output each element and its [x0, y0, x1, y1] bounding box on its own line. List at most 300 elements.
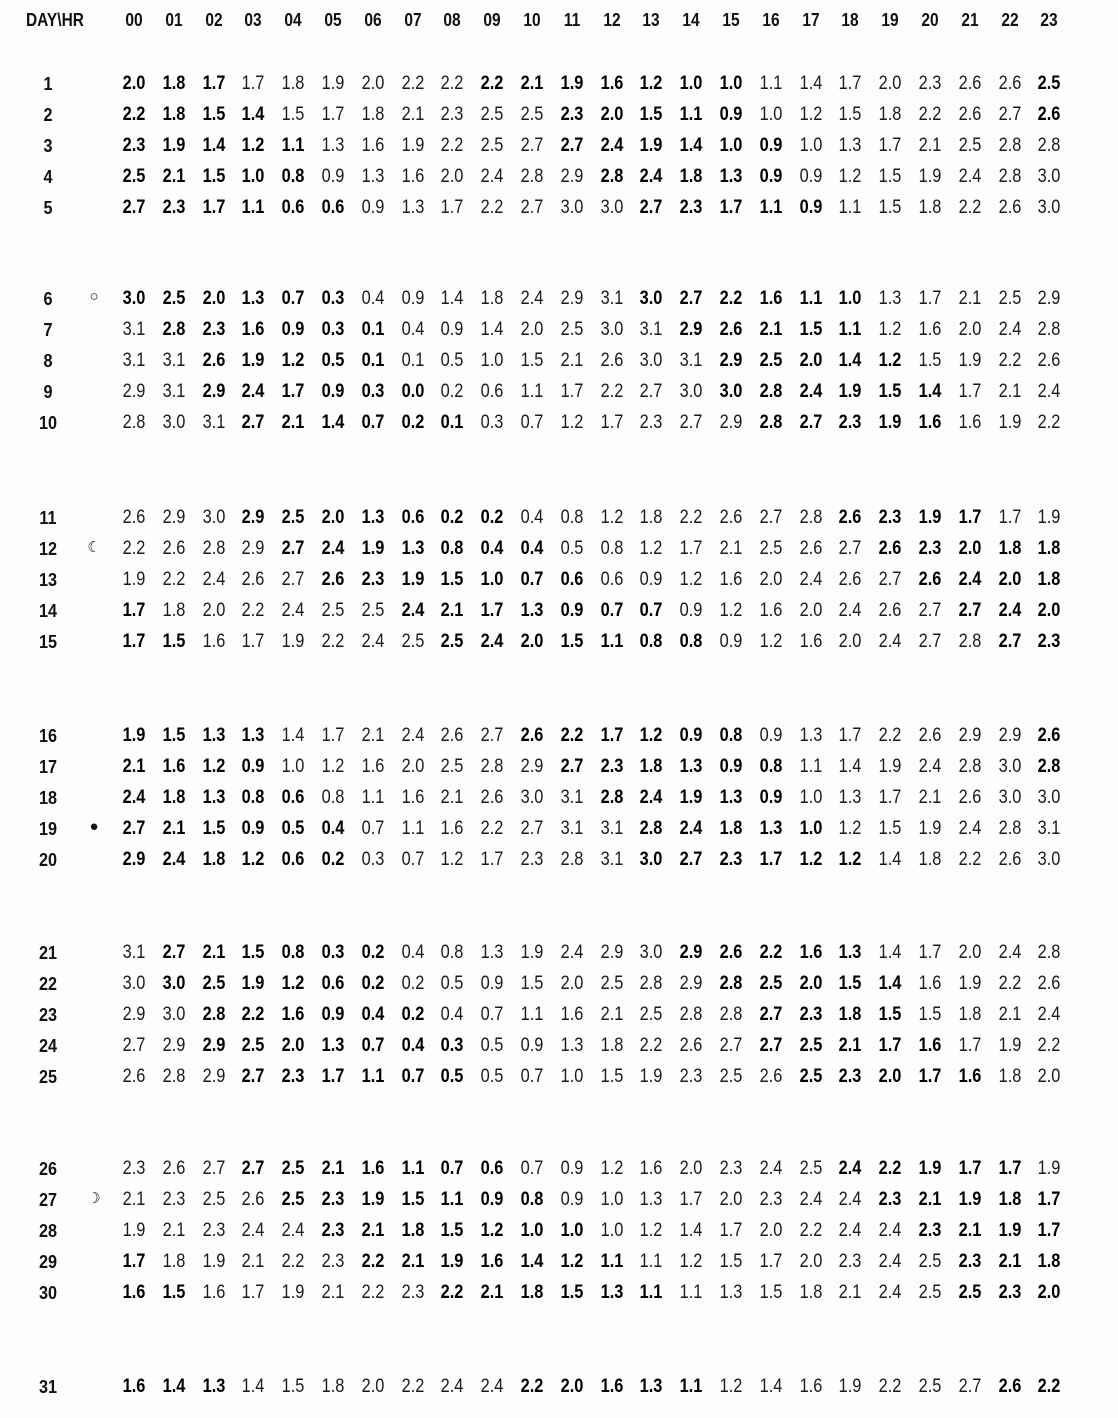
- hour-header: 09: [483, 10, 501, 30]
- tide-height-cell: 1.2: [719, 600, 743, 621]
- tide-height-cell: 1.3: [321, 135, 345, 156]
- tide-height-cell: 2.6: [162, 1158, 186, 1179]
- tide-height-cell: 3.1: [162, 381, 186, 402]
- tide-height-cell: 2.6: [162, 538, 186, 559]
- tide-height-cell: 1.5: [560, 631, 584, 652]
- tide-height-cell: 0.4: [401, 1035, 424, 1056]
- tide-height-cell: 1.7: [918, 1066, 942, 1087]
- tide-height-cell: 2.5: [759, 350, 783, 371]
- corner-header: DAY\HR: [26, 10, 84, 30]
- tide-height-cell: 2.0: [1038, 600, 1061, 621]
- tide-height-cell: 0.4: [520, 538, 544, 559]
- tide-height-cell: 1.5: [202, 104, 225, 125]
- tide-height-cell: 0.8: [600, 538, 623, 559]
- tide-height-cell: 1.5: [520, 973, 544, 994]
- tide-height-cell: 2.4: [480, 631, 504, 652]
- tide-height-cell: 1.6: [122, 1282, 146, 1303]
- hour-header: 06: [364, 10, 382, 30]
- tide-height-cell: 2.7: [520, 197, 544, 218]
- tide-height-cell: 2.6: [878, 600, 902, 621]
- tide-height-cell: 2.0: [958, 942, 982, 963]
- tide-height-cell: 2.2: [679, 507, 703, 528]
- tide-height-cell: 1.3: [640, 1189, 663, 1210]
- tide-height-cell: 2.1: [998, 381, 1021, 402]
- tide-height-cell: 1.1: [839, 319, 862, 340]
- tide-height-cell: 1.8: [162, 787, 186, 808]
- moon-phase-icon: ●: [89, 818, 99, 835]
- tide-height-cell: 2.2: [361, 1251, 385, 1272]
- tide-height-cell: 2.5: [759, 538, 783, 559]
- tide-height-cell: 3.1: [122, 350, 146, 371]
- tide-height-cell: 1.9: [281, 1282, 305, 1303]
- tide-height-cell: 2.4: [441, 1376, 464, 1397]
- tide-height-cell: 3.1: [122, 942, 146, 963]
- tide-height-cell: 2.3: [679, 1066, 703, 1087]
- tide-height-cell: 2.6: [1038, 350, 1061, 371]
- tide-height-cell: 2.8: [162, 1066, 186, 1087]
- tide-height-cell: 2.0: [281, 1035, 305, 1056]
- tide-height-cell: 1.7: [679, 1189, 703, 1210]
- tide-height-cell: 1.0: [560, 1220, 584, 1241]
- tide-height-cell: 1.9: [878, 756, 902, 777]
- tide-height-cell: 1.9: [998, 412, 1021, 433]
- tide-height-cell: 0.9: [719, 756, 743, 777]
- tide-height-cell: 0.9: [441, 319, 464, 340]
- tide-height-cell: 2.8: [759, 412, 783, 433]
- tide-height-cell: 2.7: [242, 412, 265, 433]
- tide-height-cell: 0.7: [520, 412, 544, 433]
- tide-height-cell: 1.8: [918, 849, 942, 870]
- tide-height-cell: 1.8: [162, 73, 186, 94]
- tide-height-cell: 1.3: [321, 1035, 345, 1056]
- tide-height-cell: 1.5: [520, 350, 544, 371]
- tide-height-cell: 2.9: [162, 507, 186, 528]
- hour-header: 01: [165, 10, 183, 30]
- tide-height-cell: 2.2: [401, 73, 424, 94]
- tide-height-cell: 1.4: [839, 350, 862, 371]
- tide-height-cell: 1.1: [600, 631, 623, 652]
- tide-height-cell: 2.1: [839, 1035, 862, 1056]
- day-label: 24: [38, 1036, 58, 1056]
- tide-height-cell: 1.3: [361, 507, 385, 528]
- tide-height-cell: 2.3: [918, 1220, 942, 1241]
- hour-header: 04: [284, 10, 302, 30]
- day-label: 30: [38, 1283, 58, 1303]
- hour-header: 13: [642, 10, 661, 30]
- tide-height-cell: 2.6: [600, 350, 623, 371]
- tide-height-cell: 1.1: [759, 197, 783, 218]
- tide-height-cell: 1.6: [441, 818, 464, 839]
- tide-height-cell: 2.8: [1038, 135, 1061, 156]
- tide-height-cell: 1.9: [918, 818, 942, 839]
- tide-height-cell: 1.9: [122, 569, 146, 590]
- tide-height-cell: 2.8: [1038, 319, 1061, 340]
- tide-height-cell: 0.8: [719, 725, 743, 746]
- tide-height-cell: 3.0: [640, 288, 663, 309]
- tide-height-cell: 1.6: [799, 631, 822, 652]
- tide-height-cell: 2.0: [799, 600, 822, 621]
- tide-height-cell: 2.8: [520, 166, 544, 187]
- tide-height-cell: 2.3: [799, 1004, 822, 1025]
- tide-height-cell: 1.2: [202, 756, 225, 777]
- tide-height-cell: 1.8: [958, 1004, 982, 1025]
- tide-height-cell: 1.9: [202, 1251, 225, 1272]
- tide-height-cell: 1.7: [321, 1066, 345, 1087]
- tide-height-cell: 1.3: [242, 288, 265, 309]
- tide-height-cell: 2.6: [958, 104, 982, 125]
- tide-height-cell: 1.6: [918, 412, 942, 433]
- day-label: 26: [38, 1159, 58, 1179]
- tide-height-cell: 2.7: [520, 135, 544, 156]
- tide-height-cell: 3.0: [1038, 197, 1061, 218]
- tide-height-cell: 2.3: [202, 1220, 225, 1241]
- tide-height-cell: 0.9: [321, 1004, 345, 1025]
- tide-height-cell: 1.9: [520, 942, 544, 963]
- tide-height-cell: 2.3: [640, 412, 663, 433]
- tide-height-cell: 2.1: [918, 135, 942, 156]
- tide-height-cell: 2.4: [799, 569, 822, 590]
- tide-height-cell: 0.2: [401, 973, 424, 994]
- tide-height-cell: 0.8: [560, 507, 584, 528]
- tide-height-cell: 1.0: [679, 73, 703, 94]
- tide-height-cell: 2.6: [958, 73, 982, 94]
- tide-height-cell: 1.6: [480, 1251, 504, 1272]
- tide-height-cell: 1.5: [401, 1189, 424, 1210]
- tide-height-cell: 1.1: [679, 1282, 703, 1303]
- tide-height-cell: 2.6: [520, 725, 544, 746]
- tide-height-cell: 2.5: [242, 1035, 265, 1056]
- tide-height-cell: 1.1: [441, 1189, 464, 1210]
- tide-height-cell: 1.2: [600, 1158, 623, 1179]
- hour-header: 07: [403, 10, 422, 30]
- tide-height-cell: 1.1: [679, 1376, 703, 1397]
- tide-height-cell: 1.6: [799, 1376, 822, 1397]
- tide-height-cell: 1.8: [162, 1251, 186, 1272]
- tide-height-cell: 2.6: [958, 787, 982, 808]
- tide-height-cell: 1.3: [719, 166, 743, 187]
- tide-height-cell: 3.1: [560, 787, 584, 808]
- tide-height-cell: 1.6: [958, 412, 982, 433]
- tide-height-cell: 1.4: [441, 288, 464, 309]
- tide-height-cell: 2.2: [122, 538, 146, 559]
- tide-height-cell: 3.0: [719, 381, 743, 402]
- tide-height-cell: 1.1: [361, 787, 385, 808]
- tide-height-cell: 1.9: [401, 569, 424, 590]
- tide-height-cell: 2.2: [281, 1251, 305, 1272]
- tide-height-cell: 3.0: [998, 787, 1021, 808]
- tide-height-cell: 2.3: [918, 538, 942, 559]
- hour-header: 22: [1000, 10, 1019, 30]
- tide-height-cell: 1.2: [242, 849, 265, 870]
- tide-height-cell: 2.3: [321, 1220, 345, 1241]
- day-label: 7: [43, 320, 53, 340]
- tide-height-cell: 2.7: [998, 104, 1021, 125]
- tide-height-cell: 2.6: [878, 538, 902, 559]
- tide-height-cell: 0.8: [321, 787, 345, 808]
- tide-height-cell: 2.2: [162, 569, 186, 590]
- tide-height-cell: 1.9: [640, 1066, 663, 1087]
- tide-height-cell: 1.1: [679, 104, 703, 125]
- tide-height-cell: 1.7: [759, 849, 783, 870]
- tide-height-cell: 1.4: [242, 104, 265, 125]
- tide-height-cell: 2.7: [122, 197, 146, 218]
- tide-height-cell: 1.2: [640, 725, 663, 746]
- tide-height-cell: 0.2: [401, 1004, 424, 1025]
- tide-height-cell: 2.7: [520, 818, 544, 839]
- tide-height-cell: 2.3: [560, 104, 584, 125]
- tide-height-cell: 1.3: [202, 1376, 225, 1397]
- tide-height-cell: 0.7: [361, 818, 385, 839]
- tide-height-cell: 0.3: [480, 412, 504, 433]
- tide-height-cell: 1.5: [441, 1220, 464, 1241]
- tide-height-cell: 0.8: [640, 631, 663, 652]
- tide-height-cell: 2.6: [1038, 725, 1061, 746]
- tide-height-cell: 1.2: [719, 1376, 743, 1397]
- tide-height-cell: 2.0: [719, 1189, 743, 1210]
- tide-height-cell: 2.7: [679, 412, 703, 433]
- tide-height-cell: 2.2: [878, 725, 902, 746]
- tide-height-cell: 1.2: [640, 1220, 663, 1241]
- hour-header: 21: [961, 10, 979, 30]
- tide-height-cell: 1.5: [878, 1004, 902, 1025]
- tide-height-cell: 1.3: [839, 787, 862, 808]
- tide-height-cell: 1.7: [242, 631, 265, 652]
- tide-height-cell: 1.6: [799, 942, 822, 963]
- tide-height-cell: 2.6: [679, 1035, 703, 1056]
- tide-height-cell: 1.2: [679, 1251, 703, 1272]
- tide-height-cell: 1.9: [998, 1035, 1021, 1056]
- tide-height-cell: 1.3: [719, 787, 743, 808]
- tide-height-cell: 1.7: [918, 288, 942, 309]
- tide-height-cell: 1.6: [361, 135, 385, 156]
- tide-height-cell: 2.6: [998, 849, 1021, 870]
- tide-height-cell: 2.6: [759, 1066, 783, 1087]
- day-label: 16: [38, 726, 58, 746]
- tide-height-cell: 2.2: [321, 631, 345, 652]
- tide-height-cell: 2.0: [361, 73, 385, 94]
- tide-height-cell: 2.6: [998, 1376, 1021, 1397]
- tide-height-cell: 1.4: [242, 1376, 265, 1397]
- tide-height-cell: 2.1: [321, 1158, 345, 1179]
- hour-header: 19: [881, 10, 899, 30]
- tide-height-cell: 1.1: [281, 135, 305, 156]
- tide-height-cell: 2.8: [202, 538, 225, 559]
- moon-phase-icon: ○: [89, 288, 99, 305]
- tide-height-cell: 2.2: [958, 197, 982, 218]
- tide-height-cell: 2.1: [162, 1220, 186, 1241]
- moon-phase-icon: ☽: [87, 1190, 101, 1207]
- tide-height-cell: 2.5: [918, 1376, 942, 1397]
- tide-height-cell: 1.2: [839, 818, 862, 839]
- tide-height-cell: 2.4: [878, 631, 902, 652]
- tide-height-cell: 2.4: [242, 381, 265, 402]
- tide-height-cell: 3.0: [600, 197, 623, 218]
- tide-height-cell: 1.7: [878, 135, 902, 156]
- tide-height-cell: 1.5: [281, 104, 305, 125]
- tide-height-cell: 1.2: [839, 849, 862, 870]
- tide-height-cell: 2.2: [600, 381, 623, 402]
- day-label: 5: [43, 198, 53, 218]
- tide-height-cell: 2.4: [640, 166, 663, 187]
- tide-height-cell: 2.5: [361, 600, 385, 621]
- tide-height-cell: 0.2: [441, 381, 464, 402]
- tide-height-cell: 2.3: [1038, 631, 1061, 652]
- tide-height-cell: 2.5: [719, 1066, 743, 1087]
- tide-height-cell: 1.6: [202, 631, 225, 652]
- tide-height-cell: 3.0: [679, 381, 703, 402]
- tide-height-cell: 3.0: [560, 197, 584, 218]
- tide-height-cell: 1.1: [799, 288, 822, 309]
- tide-height-cell: 0.4: [520, 507, 544, 528]
- tide-height-cell: 3.1: [122, 319, 146, 340]
- hour-header: 15: [722, 10, 740, 30]
- tide-height-cell: 1.0: [480, 569, 504, 590]
- tide-height-cell: 1.7: [958, 507, 982, 528]
- tide-height-cell: 0.2: [441, 507, 464, 528]
- tide-height-cell: 2.0: [878, 1066, 902, 1087]
- tide-height-cell: 2.4: [878, 1282, 902, 1303]
- tide-height-cell: 2.4: [958, 569, 982, 590]
- day-label: 10: [38, 413, 58, 433]
- tide-height-cell: 1.2: [799, 849, 822, 870]
- tide-height-cell: 1.9: [281, 631, 305, 652]
- tide-height-cell: 2.4: [878, 1251, 902, 1272]
- tide-height-cell: 1.6: [918, 973, 942, 994]
- tide-height-cell: 2.4: [361, 631, 385, 652]
- tide-height-cell: 2.0: [759, 1220, 783, 1241]
- tide-height-cell: 0.9: [759, 166, 783, 187]
- tide-height-cell: 0.6: [560, 569, 584, 590]
- tide-height-cell: 2.3: [281, 1066, 305, 1087]
- hour-header: 17: [801, 10, 820, 30]
- tide-height-cell: 2.3: [162, 1189, 186, 1210]
- hour-header: 18: [841, 10, 860, 30]
- hour-header: 05: [324, 10, 342, 30]
- tide-height-cell: 2.6: [719, 319, 743, 340]
- tide-height-cell: 1.5: [162, 1282, 186, 1303]
- tide-height-cell: 1.8: [401, 1220, 424, 1241]
- tide-height-cell: 1.1: [600, 1251, 623, 1272]
- tide-height-cell: 1.8: [918, 197, 942, 218]
- tide-height-cell: 0.9: [520, 1035, 544, 1056]
- tide-height-cell: 0.1: [361, 350, 385, 371]
- tide-height-cell: 1.2: [679, 569, 703, 590]
- tide-height-cell: 0.7: [401, 1066, 424, 1087]
- tide-height-cell: 2.0: [401, 756, 424, 777]
- tide-height-cell: 2.6: [242, 1189, 265, 1210]
- tide-height-cell: 2.2: [480, 73, 504, 94]
- tide-height-cell: 1.1: [242, 197, 265, 218]
- tide-height-cell: 1.4: [281, 725, 305, 746]
- tide-height-cell: 1.9: [1038, 507, 1061, 528]
- tide-height-cell: 2.2: [998, 973, 1021, 994]
- tide-height-cell: 2.7: [839, 538, 862, 559]
- tide-height-cell: 2.4: [918, 756, 942, 777]
- day-label: 8: [43, 351, 53, 371]
- tide-height-cell: 2.7: [799, 412, 822, 433]
- tide-height-cell: 1.2: [441, 849, 464, 870]
- tide-height-cell: 3.0: [640, 350, 663, 371]
- tide-height-cell: 0.6: [321, 197, 345, 218]
- tide-height-cell: 0.4: [361, 288, 385, 309]
- tide-height-cell: 1.6: [162, 756, 186, 777]
- tide-height-cell: 2.7: [162, 942, 186, 963]
- tide-height-cell: 2.8: [640, 818, 663, 839]
- tide-height-cell: 2.5: [202, 1189, 225, 1210]
- tide-height-cell: 2.8: [202, 1004, 225, 1025]
- tide-height-cell: 1.4: [839, 756, 862, 777]
- tide-height-cell: 2.5: [480, 135, 504, 156]
- tide-height-cell: 2.1: [361, 725, 385, 746]
- tide-height-cell: 1.5: [878, 166, 902, 187]
- tide-height-cell: 1.7: [242, 73, 265, 94]
- tide-height-cell: 2.8: [480, 756, 504, 777]
- tide-height-cell: 1.8: [799, 1282, 822, 1303]
- tide-height-cell: 1.7: [839, 725, 862, 746]
- tide-height-cell: 0.9: [242, 818, 265, 839]
- tide-height-cell: 1.6: [202, 1282, 225, 1303]
- tide-height-cell: 0.7: [640, 600, 663, 621]
- tide-height-cell: 3.0: [640, 942, 663, 963]
- tide-height-cell: 1.3: [242, 725, 265, 746]
- tide-height-cell: 1.9: [839, 381, 862, 402]
- tide-height-cell: 0.4: [361, 1004, 385, 1025]
- tide-height-cell: 1.3: [480, 942, 504, 963]
- tide-height-cell: 2.3: [361, 569, 385, 590]
- tide-height-cell: 2.2: [958, 849, 982, 870]
- tide-height-cell: 2.1: [401, 1251, 424, 1272]
- tide-height-cell: 0.8: [759, 756, 783, 777]
- tide-height-cell: 2.9: [679, 319, 703, 340]
- tide-height-cell: 0.5: [480, 1035, 504, 1056]
- tide-height-cell: 1.6: [958, 1066, 982, 1087]
- tide-height-cell: 2.0: [679, 1158, 703, 1179]
- tide-height-cell: 1.3: [401, 538, 424, 559]
- tide-height-cell: 2.4: [998, 319, 1021, 340]
- tide-height-cell: 2.0: [560, 973, 584, 994]
- tide-height-cell: 1.8: [640, 507, 663, 528]
- tide-height-cell: 0.9: [480, 1189, 504, 1210]
- tide-height-cell: 0.9: [321, 381, 345, 402]
- tide-height-cell: 0.8: [520, 1189, 544, 1210]
- tide-height-cell: 2.5: [281, 507, 305, 528]
- tide-height-cell: 0.1: [441, 412, 464, 433]
- tide-height-cell: 2.8: [719, 1004, 743, 1025]
- tide-height-cell: 2.1: [202, 942, 225, 963]
- tide-height-cell: 3.1: [560, 818, 584, 839]
- tide-height-cell: 1.7: [1038, 1189, 1061, 1210]
- tide-height-cell: 2.9: [202, 1035, 225, 1056]
- tide-height-cell: 1.9: [918, 1158, 942, 1179]
- hour-header: 12: [602, 10, 621, 30]
- tide-height-cell: 2.3: [122, 135, 146, 156]
- tide-height-cell: 1.8: [1038, 1251, 1061, 1272]
- tide-height-cell: 2.9: [122, 849, 146, 870]
- tide-height-cell: 1.7: [321, 725, 345, 746]
- tide-height-cell: 1.7: [958, 1035, 982, 1056]
- tide-height-cell: 1.5: [878, 818, 902, 839]
- tide-height-cell: 1.7: [719, 1220, 743, 1241]
- tide-height-cell: 1.0: [799, 135, 822, 156]
- tide-height-cell: 1.0: [719, 135, 743, 156]
- tide-height-cell: 2.5: [998, 288, 1021, 309]
- tide-height-cell: 1.9: [918, 507, 942, 528]
- tide-height-cell: 2.2: [998, 350, 1021, 371]
- tide-height-cell: 2.6: [918, 725, 942, 746]
- tide-height-cell: 3.0: [1038, 166, 1061, 187]
- tide-height-cell: 1.5: [441, 569, 464, 590]
- tide-height-cell: 1.8: [839, 1004, 862, 1025]
